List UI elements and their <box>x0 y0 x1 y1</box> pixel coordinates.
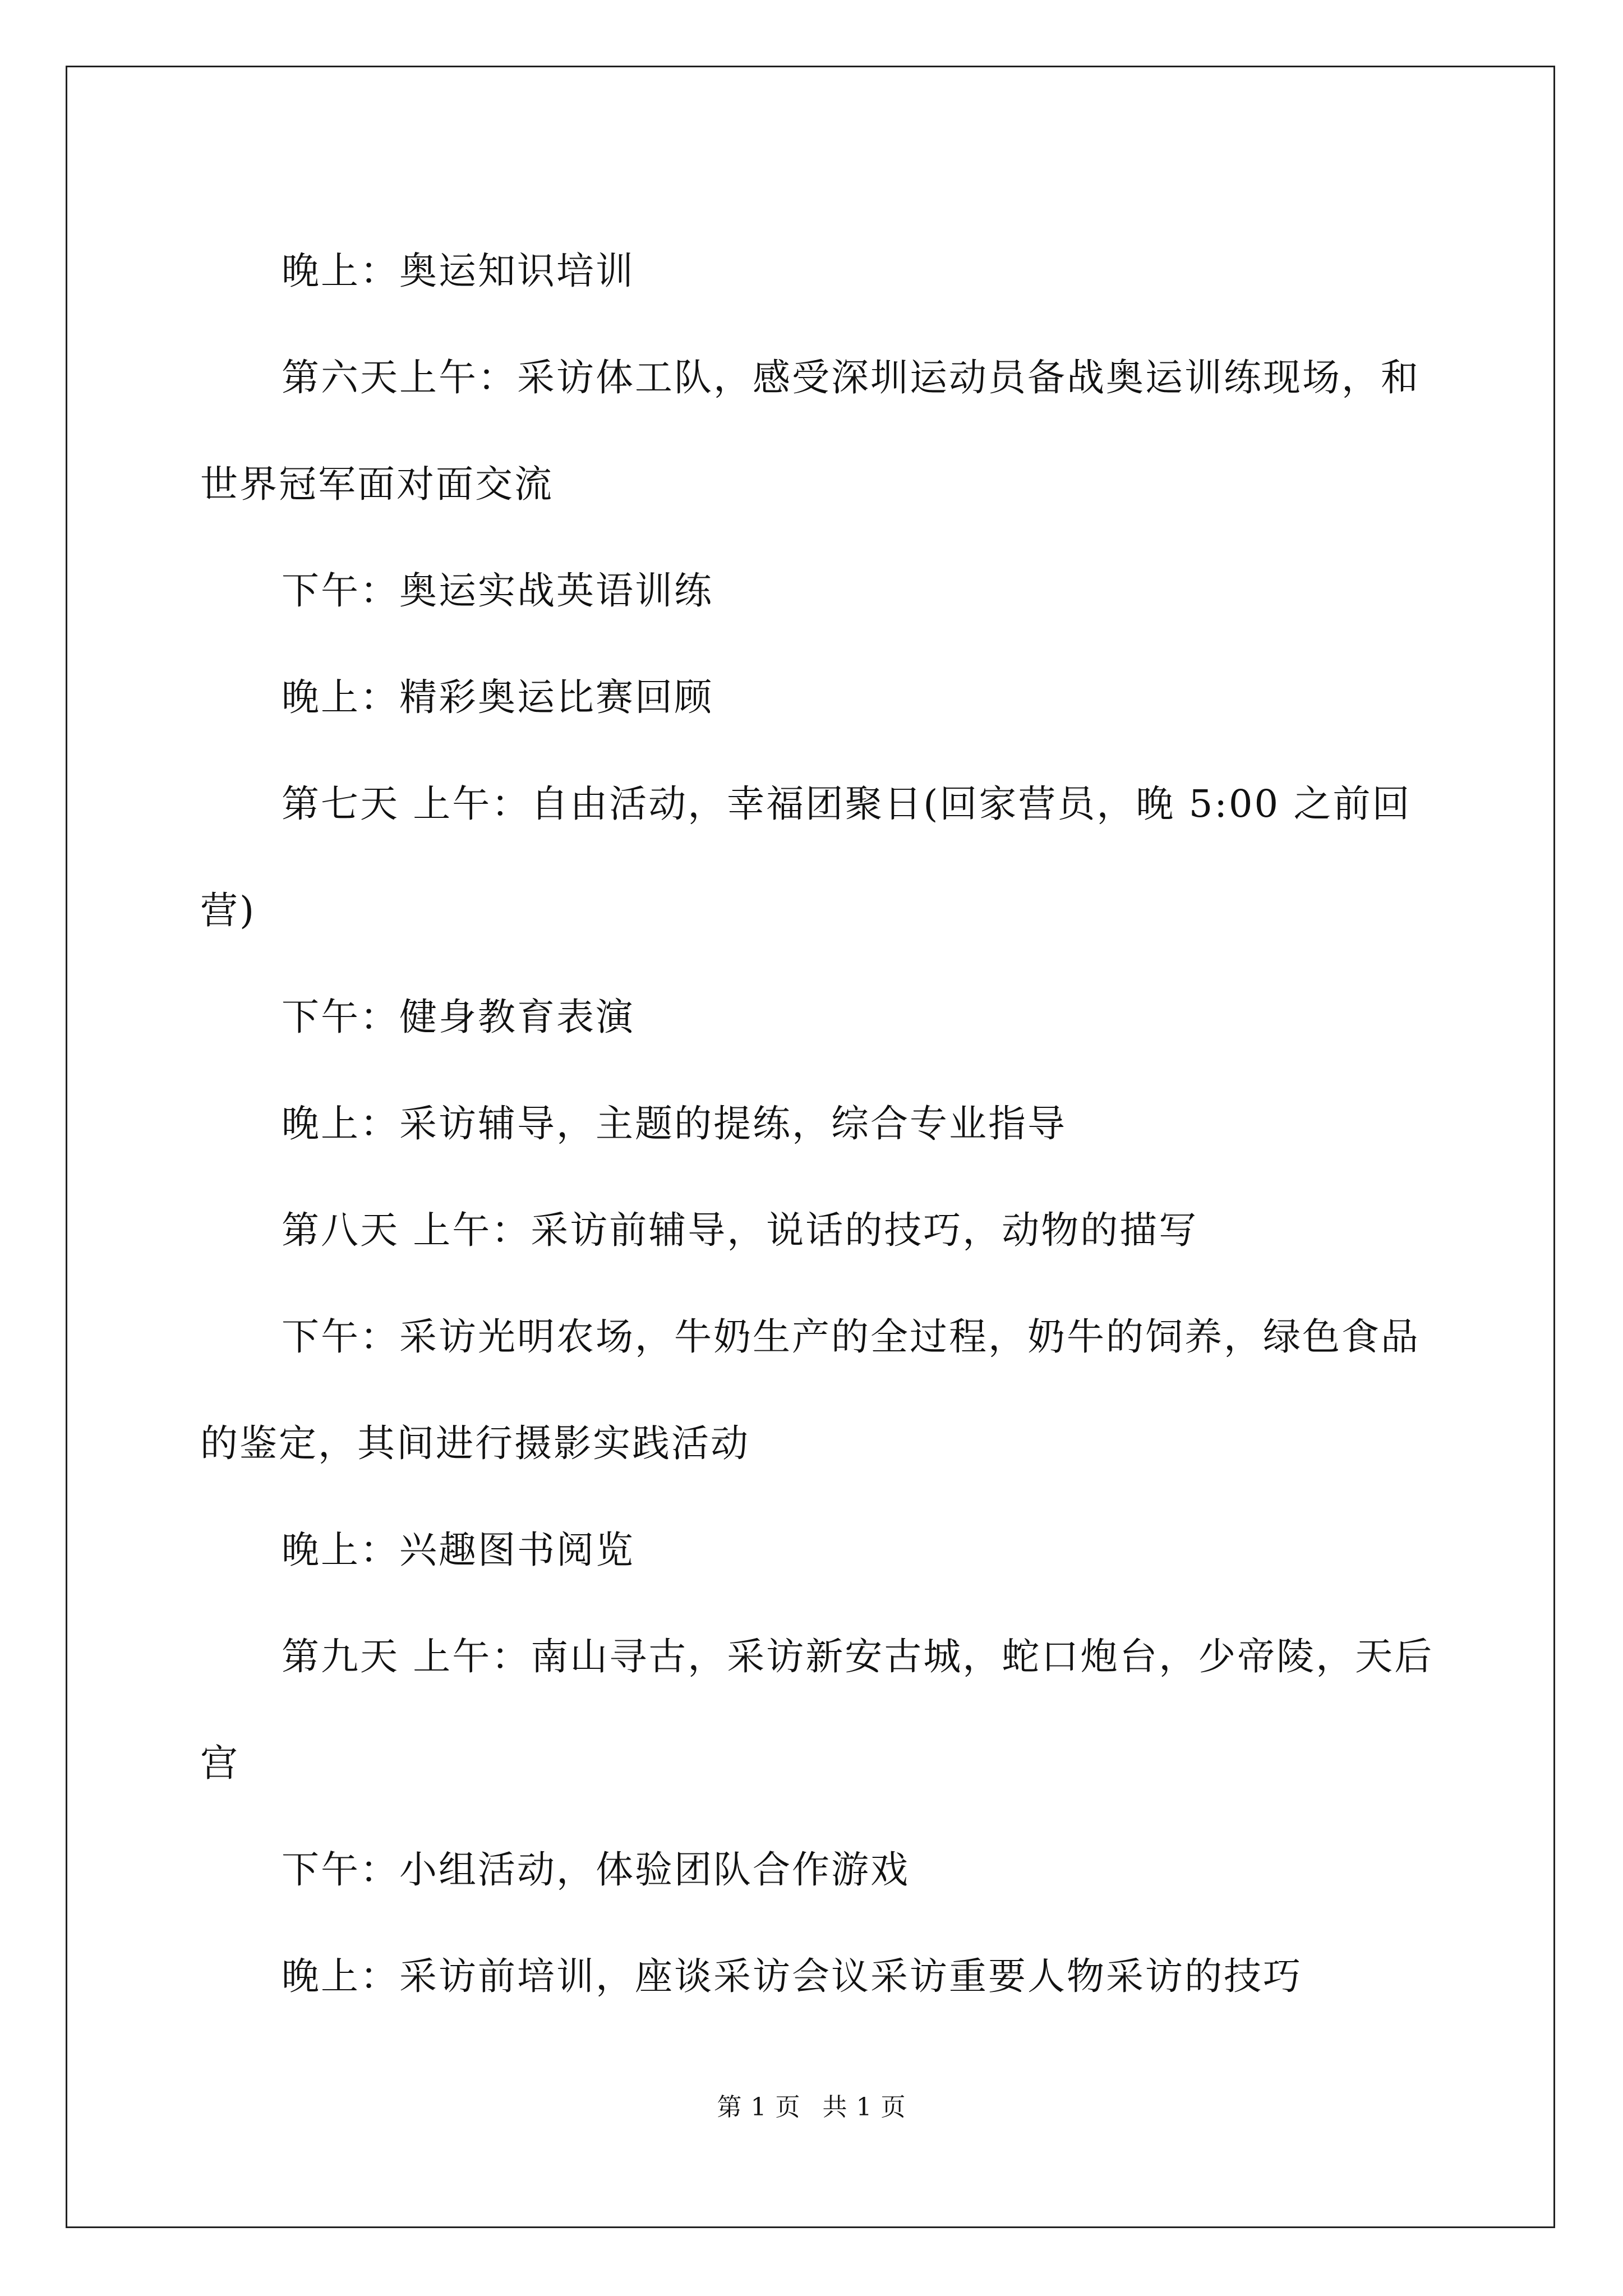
paragraph: 第八天 上午：采访前辅导，说话的技巧，动物的描写 <box>282 1208 1198 1252</box>
paragraph: 第七天 上午：自由活动，幸福团聚日(回家营员，晚 5:00 之前回营) <box>200 782 1412 932</box>
page-footer <box>0 2087 1623 2123</box>
paragraph: 晚上：采访辅导，主题的提练，综合专业指导 <box>282 1102 1067 1145</box>
paragraph: 晚上：精彩奥运比赛回顾 <box>282 675 713 719</box>
paragraph: 晚上：采访前培训，座谈采访会议采访重要人物采访的技巧 <box>282 1954 1302 1998</box>
paragraph: 第六天上午：采访体工队，感受深圳运动员备战奥运训练现场，和世界冠军面对面交流 <box>200 356 1420 506</box>
paragraph: 第九天 上午：南山寻古，采访新安古城，蛇口炮台，少帝陵，天后宫 <box>200 1635 1434 1785</box>
paragraph: 晚上：奥运知识培训 <box>282 249 635 293</box>
paragraph: 晚上：兴趣图书阅览 <box>282 1528 635 1572</box>
paragraph: 下午：采访光明农场，牛奶生产的全过程，奶牛的饲养，绿色食品的鉴定，其间进行摄影实践活动 <box>200 1315 1420 1465</box>
paragraph: 下午：奥运实战英语训练 <box>282 569 713 613</box>
paragraph: 下午：小组活动，体验团队合作游戏 <box>282 1848 910 1892</box>
page-number-current: 第 1 页 <box>717 2093 801 2122</box>
page-number-total: 共 1 页 <box>822 2093 906 2122</box>
document-body <box>200 218 1434 2030</box>
paragraph: 下午：健身教育表演 <box>282 995 635 1039</box>
